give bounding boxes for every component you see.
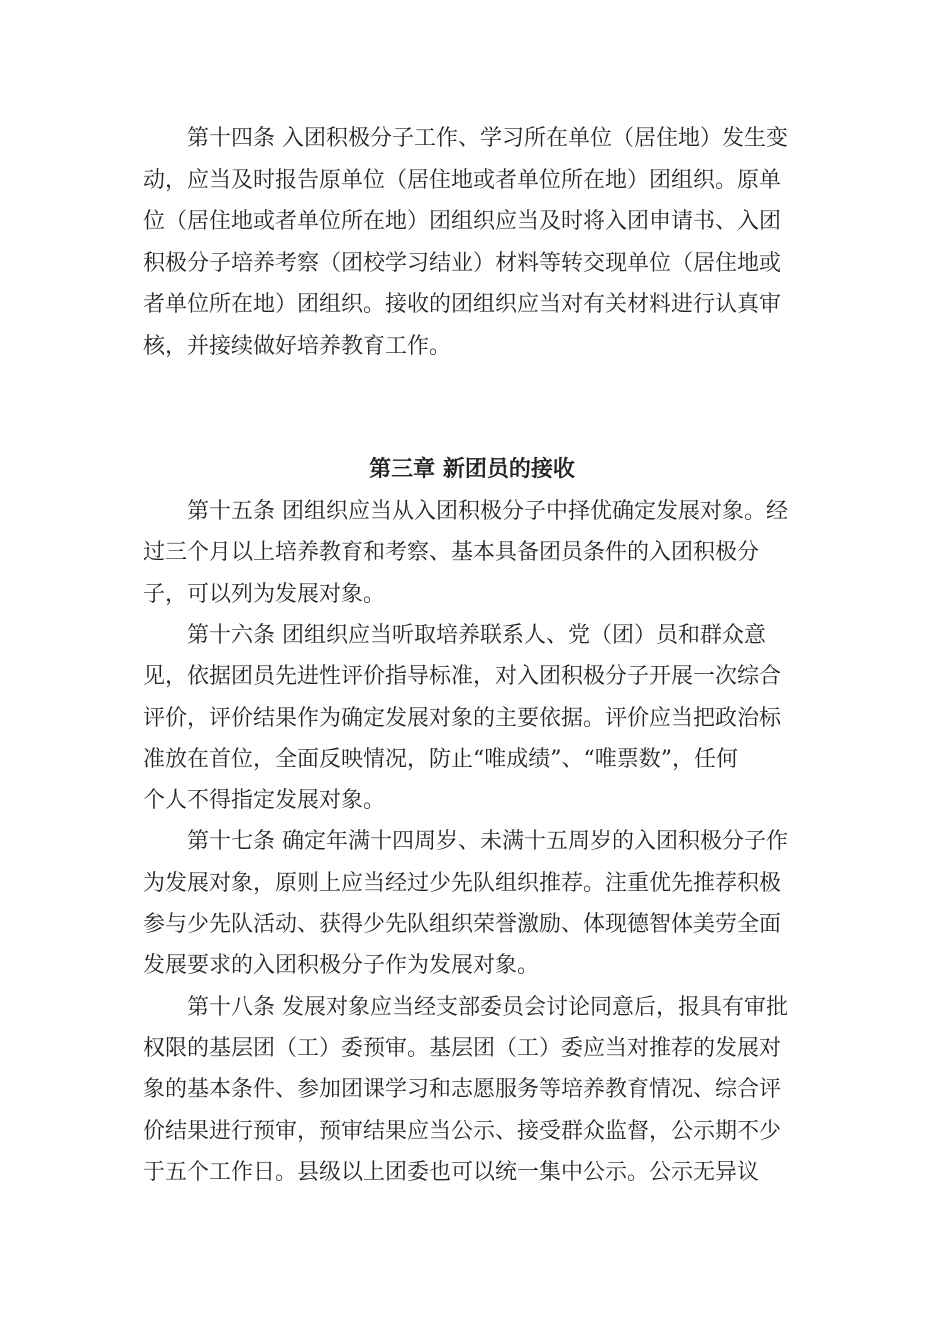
article-17-line-3: 参与少先队活动、获得少先队组织荣誉激励、体现德智体美劳全面 [143,912,782,937]
article-18-line-1: 第十八条 发展对象应当经支部委员会讨论同意后，报具有审批 [187,995,788,1020]
article-15-line-1: 第十五条 团组织应当从入团积极分子中择优确定发展对象。经 [187,499,788,524]
article-14-line-1: 第十四条 入团积极分子工作、学习所在单位（居住地）发生变 [187,126,788,151]
article-18-line-2: 权限的基层团（工）委预审。基层团（工）委应当对推荐的发展对 [143,1036,782,1061]
article-14-line-3: 位（居住地或者单位所在地）团组织应当及时将入团申请书、入团 [143,209,782,234]
article-17-line-2: 为发展对象，原则上应当经过少先队组织推荐。注重优先推荐积极 [143,871,782,896]
article-16-line-1: 第十六条 团组织应当听取培养联系人、党（团）员和群众意 [187,623,766,648]
chapter-title: 第三章 新团员的接收 [369,457,575,482]
article-16-line-4: 准放在首位，全面反映情况，防止“唯成绩”、“唯票数”，任何 [143,747,738,772]
article-15-line-2: 过三个月以上培养教育和考察、基本具备团员条件的入团积极分 [143,540,760,565]
article-17-line-1: 第十七条 确定年满十四周岁、未满十五周岁的入团积极分子作 [187,829,788,854]
article-16-line-5: 个人不得指定发展对象。 [143,788,386,813]
article-16-line-2: 见，依据团员先进性评价指导标准，对入团积极分子开展一次综合 [143,664,782,689]
article-14-line-5: 者单位所在地）团组织。接收的团组织应当对有关材料进行认真审 [143,292,782,317]
article-14-line-6: 核，并接续做好培养教育工作。 [143,334,452,359]
article-18-line-3: 象的基本条件、参加团课学习和志愿服务等培养教育情况、综合评 [143,1077,782,1102]
article-16-line-3: 评价，评价结果作为确定发展对象的主要依据。评价应当把政治标 [143,706,782,731]
article-18-line-4: 价结果进行预审，预审结果应当公示、接受群众监督，公示期不少 [143,1119,782,1144]
article-15-line-3: 子，可以列为发展对象。 [143,582,386,607]
article-14-line-2: 动，应当及时报告原单位（居住地或者单位所在地）团组织。原单 [143,168,782,193]
article-17-line-4: 发展要求的入团积极分子作为发展对象。 [143,953,540,978]
article-18-line-5: 于五个工作日。县级以上团委也可以统一集中公示。公示无异议 [143,1160,760,1185]
article-14-line-4: 积极分子培养考察（团校学习结业）材料等转交现单位（居住地或 [143,251,782,276]
